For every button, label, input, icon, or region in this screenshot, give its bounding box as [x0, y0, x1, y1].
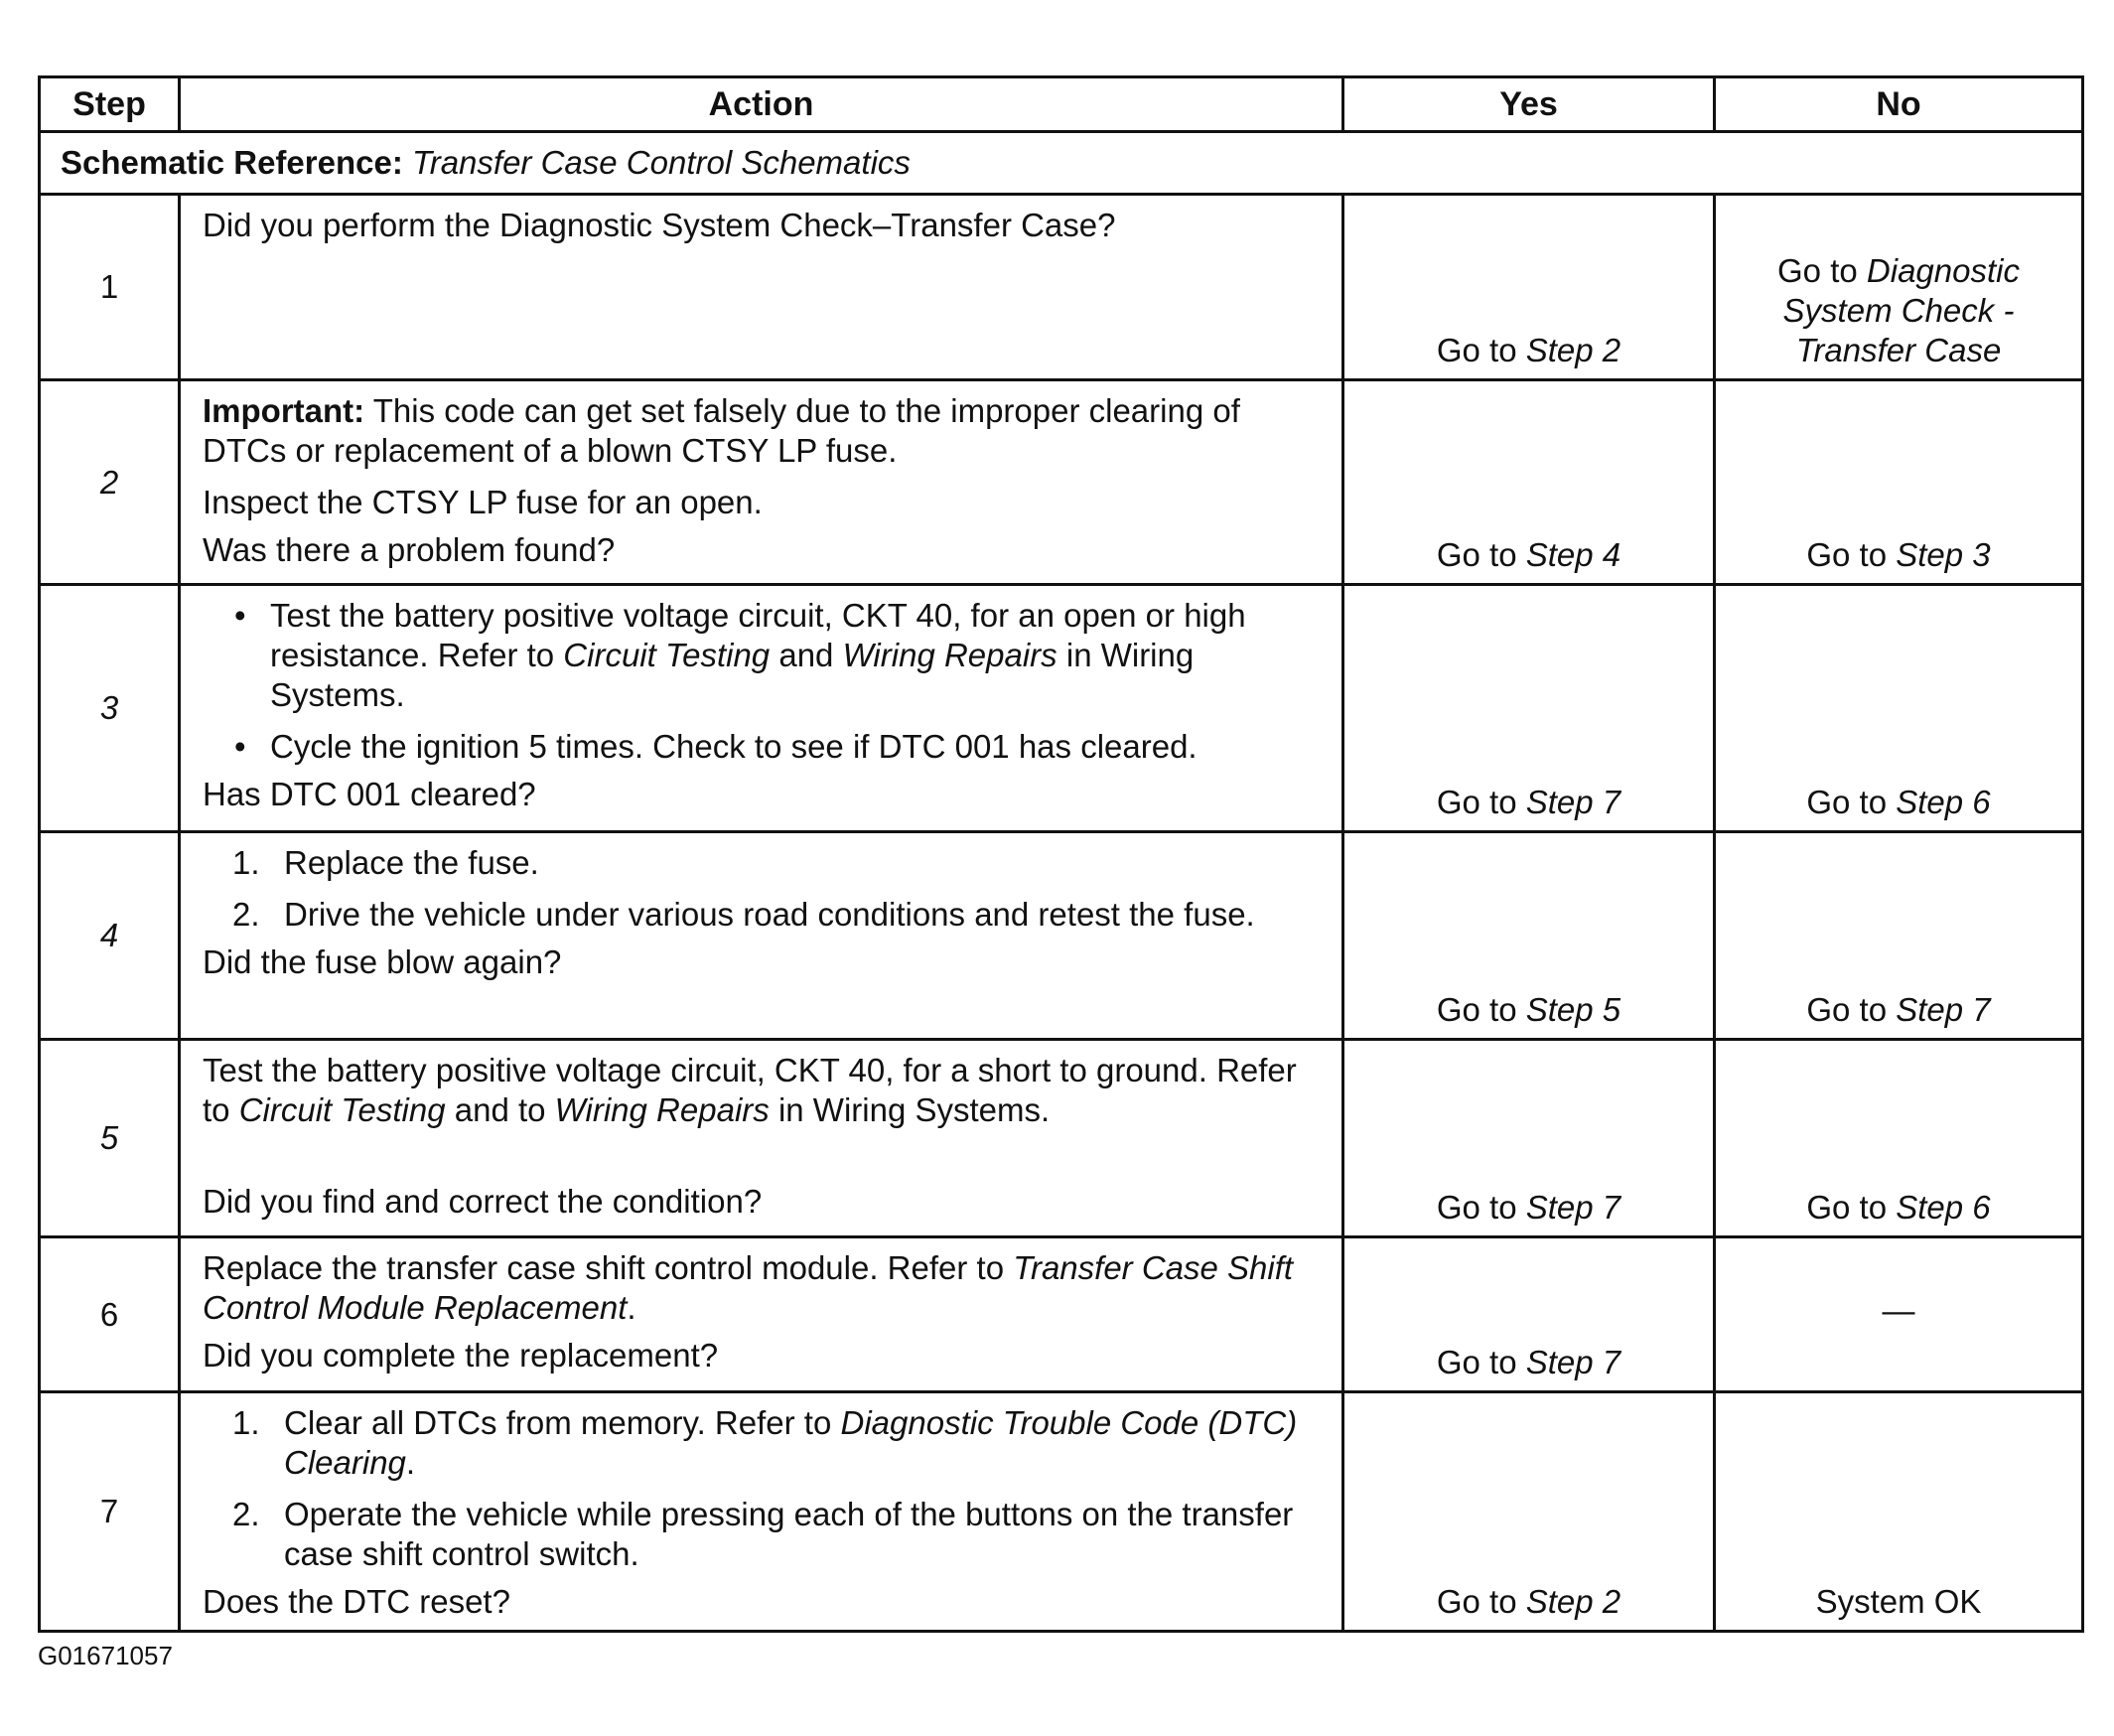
go-to-text: Go to [1436, 1189, 1517, 1226]
diagnostic-table [38, 75, 2084, 1633]
go-to-text: Go to [1436, 1344, 1517, 1380]
no-dash: — [1882, 1291, 1915, 1329]
yes-step-link: Step 2 [1525, 332, 1621, 368]
action-cell [180, 832, 1343, 1040]
yes-cell [1343, 1040, 1715, 1237]
action-question: Did the fuse blow again? [203, 943, 562, 980]
schematic-reference-value: Transfer Case Control Schematics [412, 144, 911, 181]
action-instruction: Inspect the CTSY LP fuse for an open. [203, 484, 763, 520]
yes-step-link: Step 5 [1525, 991, 1621, 1028]
action-cell [180, 195, 1343, 380]
go-to-text: Go to [1777, 252, 1858, 289]
step-number: 5 [40, 1040, 180, 1237]
bullet-item: • Test the battery positive voltage circuit, CKT 40, for an open or high resistance. Refer to Circuit Testing and Wiring Repairs in Wiring Systems. [234, 597, 1246, 713]
yes-cell [1343, 832, 1715, 1040]
wiring-repairs-ref: Wiring Repairs [554, 1091, 770, 1128]
no-cell [1715, 195, 2083, 380]
no-step-link: Step 6 [1896, 784, 1991, 820]
no-cell [1715, 1392, 2083, 1632]
yes-step-link: Step 7 [1525, 1189, 1621, 1226]
yes-step-link: Step 4 [1525, 536, 1621, 573]
step-number: 7 [40, 1392, 180, 1632]
no-step-link: Step 3 [1896, 536, 1991, 573]
no-cell [1715, 1237, 2083, 1392]
header-step: Step [40, 77, 180, 132]
step-number: 4 [40, 832, 180, 1040]
no-cell [1715, 1040, 2083, 1237]
no-cell [1715, 832, 2083, 1040]
header-action: Action [180, 77, 1343, 132]
step-number: 2 [40, 380, 180, 585]
step-number: 6 [40, 1237, 180, 1392]
dtc-clearing-ref: Diagnostic Trouble Code (DTC) Clearing [284, 1404, 1298, 1481]
yes-step-link: Step 2 [1525, 1583, 1621, 1620]
numbered-item: 2. Operate the vehicle while pressing each of the buttons on the transfer case shift control switch. [232, 1496, 1294, 1572]
yes-cell [1343, 1237, 1715, 1392]
yes-step-link: Step 7 [1525, 1344, 1621, 1380]
no-step-link: Step 7 [1896, 991, 1991, 1028]
table-row [40, 832, 2083, 1040]
action-cell [180, 1040, 1343, 1237]
table-row [40, 195, 2083, 380]
action-cell [180, 1237, 1343, 1392]
go-to-text: Go to [1806, 784, 1888, 820]
yes-cell [1343, 1392, 1715, 1632]
go-to-text: Go to [1806, 991, 1888, 1028]
numbered-item: 1. Clear all DTCs from memory. Refer to Diagnostic Trouble Code (DTC) Clearing. [232, 1404, 1298, 1481]
action-cell [180, 585, 1343, 832]
go-to-text: Go to [1806, 536, 1888, 573]
action-instruction: Replace the transfer case shift control module. Refer to Transfer Case Shift Control Module Replacement. [203, 1249, 1294, 1326]
no-ref-line1: Diagnostic [1866, 252, 2020, 289]
wiring-repairs-ref: Wiring Repairs [842, 637, 1057, 673]
circuit-testing-ref: Circuit Testing [563, 637, 771, 673]
action-question: Did you perform the Diagnostic System Check–Transfer Case? [203, 207, 1116, 243]
system-ok-text: System OK [1815, 1583, 1982, 1620]
no-cell [1715, 380, 2083, 585]
step-number: 1 [40, 195, 180, 380]
action-question: Does the DTC reset? [203, 1583, 510, 1620]
go-to-text: Go to [1436, 332, 1517, 368]
yes-cell [1343, 380, 1715, 585]
go-to-text: Go to [1436, 784, 1517, 820]
action-instruction: Test the battery positive voltage circuit, CKT 40, for a short to ground. Refer to Circuit Testing and to Wiring Repairs in Wiring Systems. [203, 1052, 1297, 1128]
bullet-item: • Cycle the ignition 5 times. Check to see if DTC 001 has cleared. [234, 728, 1198, 765]
bullet-icon: • [234, 728, 246, 765]
no-ref-line2: System Check - [1782, 292, 2015, 329]
go-to-text: Go to [1436, 1583, 1517, 1620]
important-note [203, 391, 1330, 471]
numbered-item: 1. Replace the fuse. [232, 844, 539, 881]
action-question: Was there a problem found? [203, 531, 616, 568]
no-cell [1715, 585, 2083, 832]
table-row [40, 1237, 2083, 1392]
table-row [40, 585, 2083, 832]
no-step-link: Step 6 [1896, 1189, 1991, 1226]
yes-step-link: Step 7 [1525, 784, 1621, 820]
header-yes: Yes [1343, 77, 1715, 132]
no-ref-line3: Transfer Case [1795, 332, 2002, 368]
diagnostic-table-sheet [38, 75, 2081, 1633]
action-question: Did you find and correct the condition? [203, 1183, 763, 1220]
action-cell [180, 380, 1343, 585]
table-row [40, 1040, 2083, 1237]
figure-id: G01671057 [38, 1641, 173, 1670]
table-row [40, 380, 2083, 585]
action-question: Did you complete the replacement? [203, 1337, 719, 1374]
table-row [40, 1392, 2083, 1632]
step-number: 3 [40, 585, 180, 832]
important-label: Important: [203, 392, 365, 429]
numbered-item: 2. Drive the vehicle under various road conditions and retest the fuse. [232, 896, 1255, 933]
schematic-reference-label: Schematic Reference: [61, 144, 403, 181]
action-cell [180, 1392, 1343, 1632]
go-to-text: Go to [1436, 536, 1517, 573]
schematic-reference [40, 132, 2083, 195]
schematic-reference-row [40, 132, 2083, 195]
header-no: No [1715, 77, 2083, 132]
important-text: This code can get set falsely due to the improper clearing of DTCs or replacement of a blown CTSY LP fuse. [203, 392, 1240, 469]
replacement-procedure-ref: Transfer Case Shift Control Module Replacement [203, 1249, 1294, 1326]
go-to-text: Go to [1806, 1189, 1888, 1226]
action-question: Has DTC 001 cleared? [203, 776, 536, 812]
header-row [40, 77, 2083, 132]
circuit-testing-ref: Circuit Testing [238, 1091, 446, 1128]
go-to-text: Go to [1436, 991, 1517, 1028]
yes-cell [1343, 195, 1715, 380]
bullet-icon: • [234, 597, 246, 634]
yes-cell [1343, 585, 1715, 832]
